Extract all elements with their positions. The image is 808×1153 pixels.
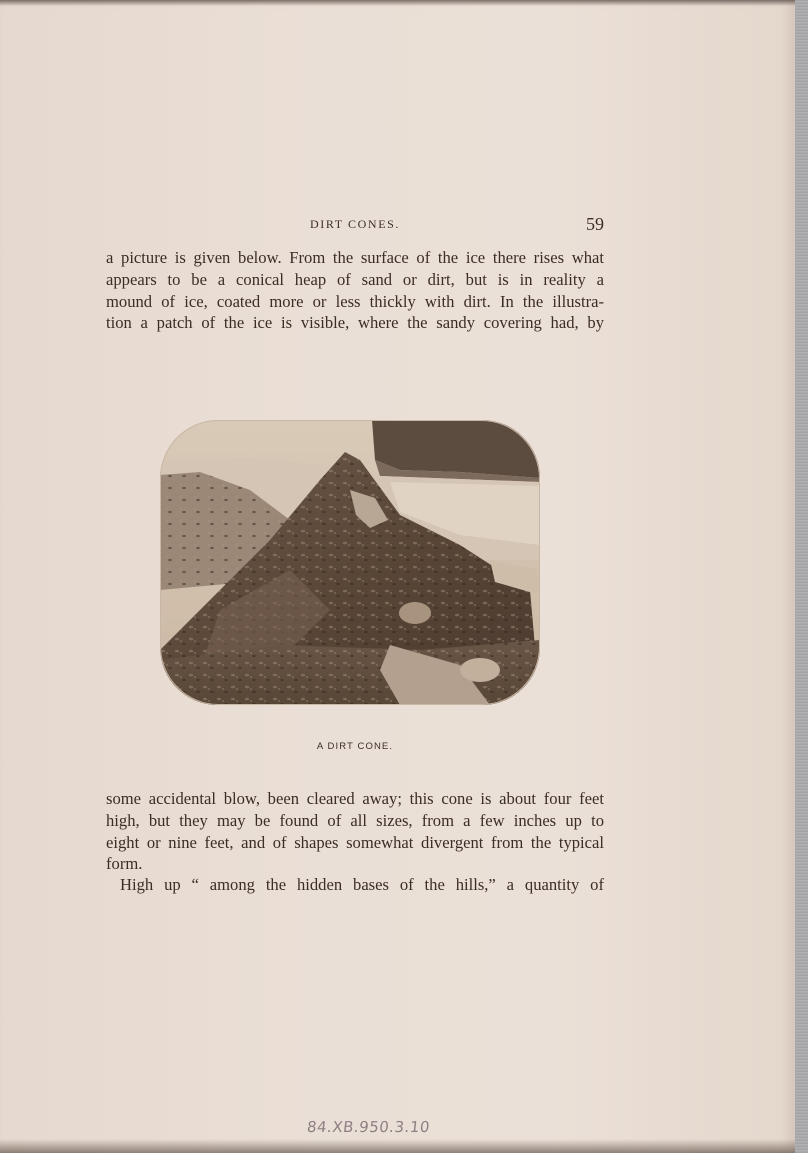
page-bottom-edge — [0, 1139, 795, 1153]
dirt-cone-photograph — [160, 420, 540, 705]
page-number: 59 — [586, 214, 604, 234]
paragraph-next — [106, 874, 604, 896]
paragraph-continuation — [106, 788, 604, 875]
page-header — [106, 214, 604, 236]
text-line: some accidental blow, been cleared away; this cone is about four feet — [106, 789, 604, 808]
book-binding-edge — [795, 0, 808, 1153]
text-line: high, but they may be found of all sizes, from a few inches up to — [106, 810, 604, 830]
text-line: High up “ among the hidden bases of the hills,” a quantity of — [120, 875, 604, 894]
text-line: form. — [106, 854, 143, 874]
accession-number: 84.XB.950.3.10 — [306, 1118, 431, 1136]
paragraph-intro — [106, 247, 604, 334]
page-top-shadow — [0, 0, 795, 6]
figure-caption: A DIRT CONE. — [316, 741, 394, 752]
running-head: DIRT CONES. — [310, 217, 400, 231]
text-line: tion a patch of the ice is visible, where the sandy covering had, by — [106, 313, 604, 333]
text-line: eight or nine feet, and of shapes somewhat divergent from the typical — [106, 832, 604, 852]
text-line: a picture is given below. From the surface of the ice there rises what — [106, 248, 604, 267]
text-line: mound of ice, coated more or less thickly with dirt. In the illustra- — [106, 291, 604, 311]
text-line: appears to be a conical heap of sand or dirt, but is in reality a — [106, 269, 604, 289]
